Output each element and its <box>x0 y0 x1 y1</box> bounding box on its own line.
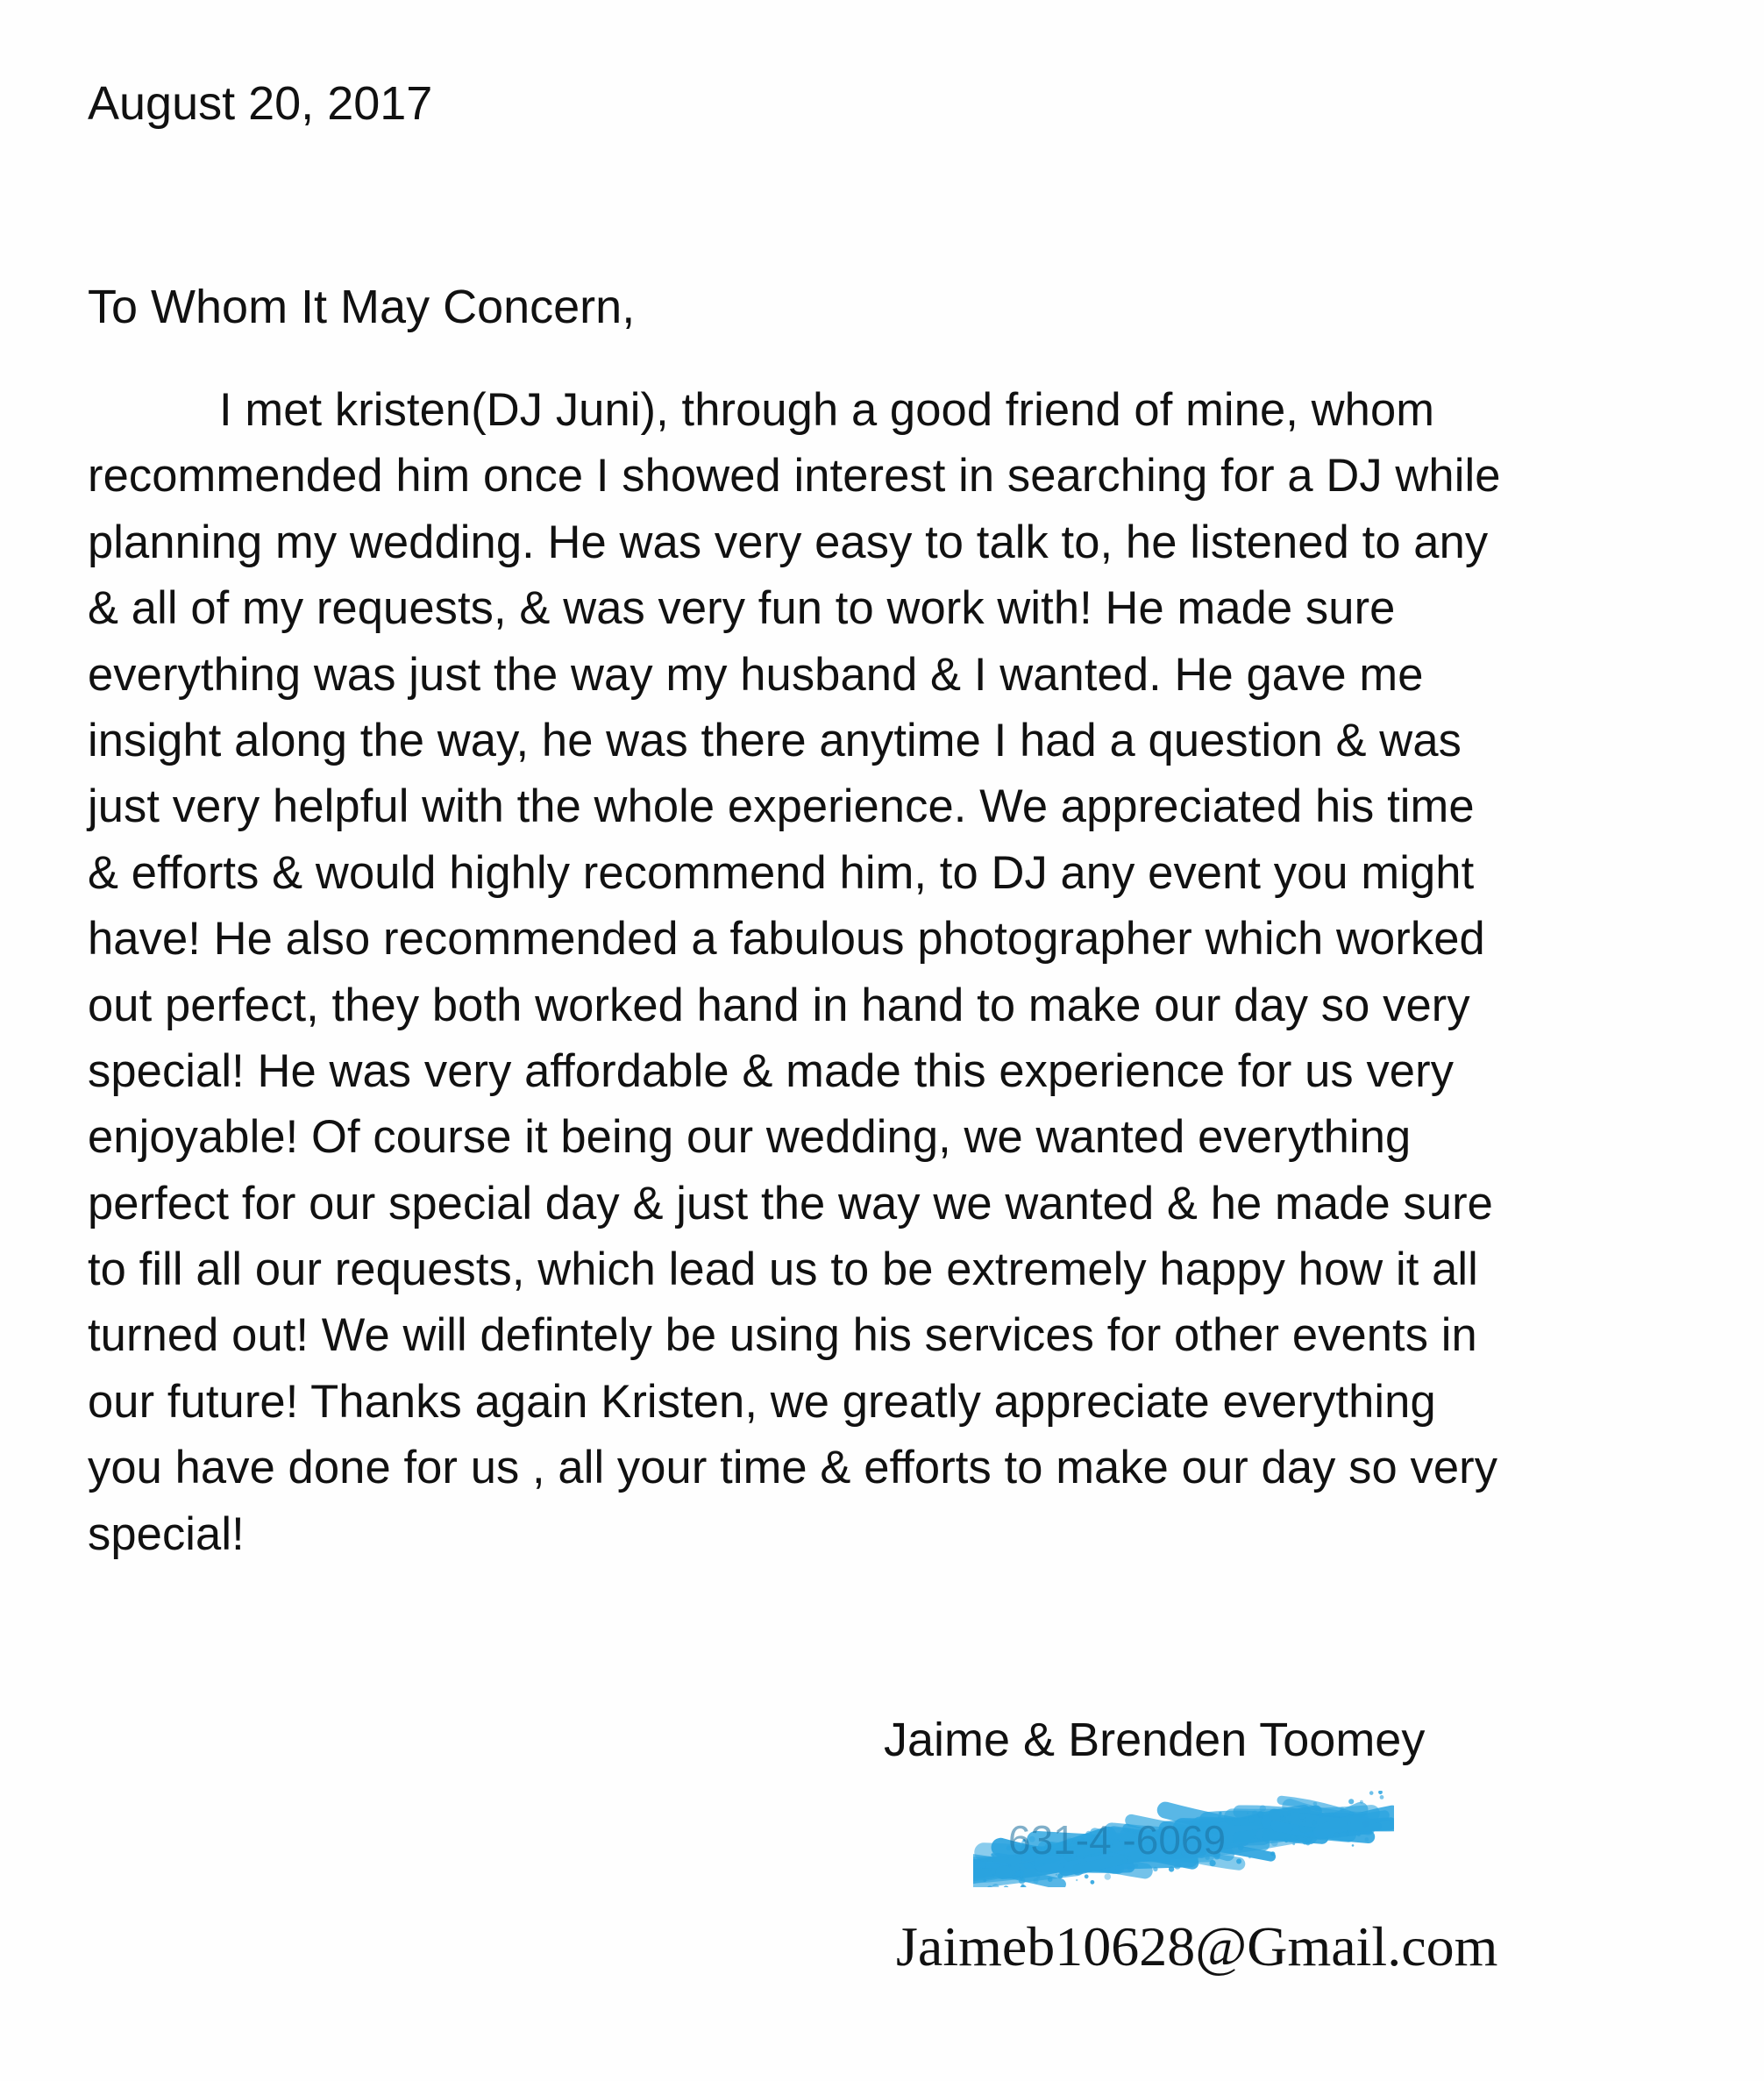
redacted-phone-text: 631-4 -6069 <box>1008 1817 1227 1863</box>
marker-speck <box>1153 1867 1157 1871</box>
marker-speck <box>1291 1835 1297 1841</box>
contact-email: Jaimeb10628@Gmail.com <box>896 1915 1498 1978</box>
marker-speck <box>1056 1874 1057 1876</box>
marker-speck <box>1280 1815 1283 1818</box>
marker-speck <box>1305 1840 1308 1842</box>
marker-speck <box>1349 1812 1354 1816</box>
marker-speck <box>1127 1867 1132 1871</box>
marker-speck <box>1270 1851 1275 1856</box>
body-line: have! He also recommended a fabulous photographer which worked <box>88 913 1485 966</box>
body-line: I met kristen(DJ Juni), through a good friend of mine, whom <box>219 384 1435 436</box>
marker-speck <box>1346 1832 1349 1835</box>
marker-speck <box>1236 1859 1241 1864</box>
marker-speck <box>1290 1828 1292 1830</box>
marker-speck <box>1252 1811 1257 1816</box>
marker-speck <box>1258 1811 1263 1816</box>
body-line: turned out! We will defintely be using his services for other events in <box>88 1309 1477 1362</box>
marker-speck <box>1063 1865 1065 1868</box>
marker-speck <box>991 1853 994 1857</box>
body-line: & all of my requests, & was very fun to work with! He made sure <box>88 582 1396 635</box>
marker-speck <box>1247 1813 1248 1814</box>
marker-speck <box>1299 1813 1305 1819</box>
marker-speck <box>1340 1807 1344 1812</box>
salutation: To Whom It May Concern, <box>88 281 636 333</box>
marker-speck <box>1085 1874 1089 1878</box>
body-line: to fill all our requests, which lead us to be extremely happy how it all <box>88 1244 1478 1296</box>
marker-speck <box>1015 1871 1021 1877</box>
marker-speck <box>1021 1885 1027 1887</box>
marker-speck <box>1348 1822 1350 1825</box>
marker-speck <box>1248 1857 1251 1859</box>
marker-speck <box>1008 1864 1011 1867</box>
body-line: special! He was very affordable & made this experience for us very <box>88 1044 1455 1097</box>
body-line: everything was just the way my husband & I wanted. He gave me <box>88 648 1424 701</box>
marker-speck <box>992 1874 994 1877</box>
marker-speck <box>1378 1791 1383 1794</box>
marker-speck <box>1334 1832 1340 1837</box>
body-line: planning my wedding. He was very easy to talk to, he listened to any <box>88 516 1489 568</box>
letter-date: August 20, 2017 <box>88 77 433 130</box>
marker-speck <box>1348 1799 1354 1804</box>
marker-speck <box>1134 1864 1138 1868</box>
marker-speck <box>1302 1821 1306 1826</box>
marker-speck <box>983 1879 986 1883</box>
marker-speck <box>1360 1800 1363 1804</box>
body-line: enjoyable! Of course it being our wedding, we wanted everything <box>88 1111 1412 1164</box>
marker-speck <box>1318 1812 1323 1817</box>
marker-speck <box>1091 1880 1095 1885</box>
marker-speck <box>1284 1839 1288 1842</box>
marker-speck <box>1352 1844 1355 1847</box>
body-line: you have done for us , all your time & efforts to make our day so very <box>88 1442 1498 1494</box>
body-line: out perfect, they both worked hand in hand to make our day so very <box>88 979 1470 1031</box>
marker-speck <box>1004 1885 1009 1887</box>
marker-speck <box>1271 1840 1278 1847</box>
letter-body <box>88 377 1718 1567</box>
body-line: special! <box>88 1507 245 1560</box>
body-line: just very helpful with the whole experience. We appreciated his time <box>88 780 1475 833</box>
marker-speck <box>1258 1838 1260 1840</box>
redacted-phone-scribble <box>973 1791 1394 1887</box>
marker-speck <box>1369 1791 1374 1795</box>
marker-speck <box>1362 1821 1369 1827</box>
marker-speck <box>1357 1833 1361 1836</box>
marker-speck <box>1305 1828 1312 1835</box>
body-line: perfect for our special day & just the way we wanted & he made sure <box>88 1177 1493 1229</box>
marker-speck <box>1174 1863 1181 1870</box>
body-line: recommended him once I showed interest in searching for a DJ while <box>88 450 1501 502</box>
marker-speck <box>1238 1844 1244 1850</box>
marker-speck <box>1076 1879 1078 1881</box>
body-line: & efforts & would highly recommend him, to DJ any event you might <box>88 846 1475 899</box>
marker-speck <box>1304 1807 1306 1810</box>
marker-speck <box>1057 1873 1063 1878</box>
marker-speck <box>1036 1875 1040 1878</box>
marker-speck <box>1254 1835 1256 1838</box>
marker-speck <box>1312 1820 1317 1825</box>
marker-speck <box>1048 1877 1053 1882</box>
marker-speck <box>1313 1802 1318 1807</box>
marker-speck <box>1292 1842 1295 1845</box>
body-line: our future! Thanks again Kristen, we greatly appreciate everything <box>88 1375 1436 1428</box>
marker-speck <box>1034 1878 1039 1884</box>
marker-speck <box>1169 1866 1174 1871</box>
marker-speck <box>1288 1821 1291 1824</box>
marker-speck <box>1365 1837 1369 1842</box>
signature-name: Jaime & Brenden Toomey <box>884 1714 1426 1766</box>
marker-speck <box>1287 1813 1291 1816</box>
redaction-scribble-graphic <box>973 1791 1394 1887</box>
marker-speck <box>1019 1878 1026 1885</box>
marker-speck <box>1105 1873 1112 1880</box>
marker-speck <box>1380 1795 1384 1799</box>
body-line: insight along the way, he was there anytime I had a question & was <box>88 714 1462 766</box>
marker-speck <box>1248 1816 1255 1823</box>
marker-speck <box>1042 1863 1044 1864</box>
marker-speck <box>1260 1805 1266 1811</box>
marker-speck <box>1219 1812 1221 1814</box>
